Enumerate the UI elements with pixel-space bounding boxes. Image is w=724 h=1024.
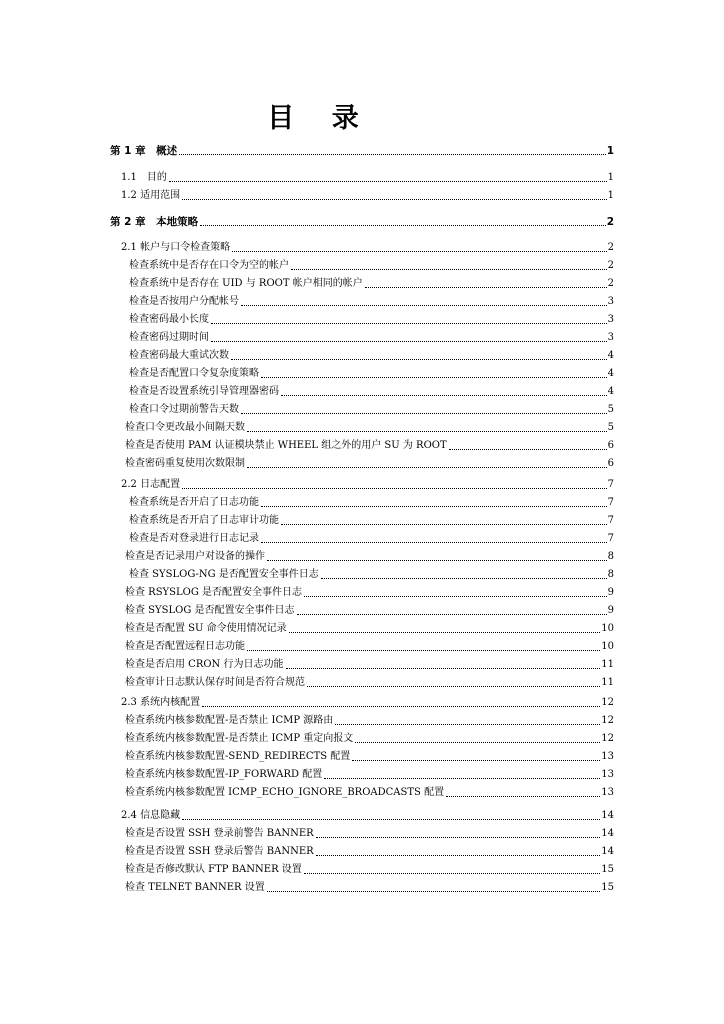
- toc-page-number: 13: [601, 751, 614, 762]
- toc-page-number: 14: [601, 810, 614, 821]
- toc-page-number: 12: [601, 733, 614, 744]
- toc-leader-dots: [281, 516, 607, 525]
- toc-leader-dots: [261, 369, 607, 378]
- toc-page-number: 12: [601, 697, 614, 708]
- toc-page-number: 3: [607, 296, 614, 307]
- toc-page-number: 1: [607, 172, 614, 183]
- toc-entry-text: 检查密码重复使用次数限制: [125, 458, 245, 469]
- toc-leader-dots: [211, 333, 607, 342]
- toc-leader-dots: [231, 351, 607, 360]
- toc-entry-text: 检查是否按用户分配帐号: [129, 296, 239, 307]
- toc-entry-text: 1.2 适用范围: [121, 190, 181, 201]
- toc-item-entry[interactable]: [125, 619, 614, 635]
- toc-item-entry[interactable]: [129, 328, 614, 344]
- toc-leader-dots: [365, 279, 607, 288]
- toc-page-number: 13: [601, 769, 614, 780]
- toc-entry-text: 检查系统是否开启了日志审计功能: [129, 515, 279, 526]
- toc-leader-dots: [297, 606, 607, 615]
- toc-leader-dots: [241, 297, 607, 306]
- toc-item-entry[interactable]: [125, 436, 614, 452]
- toc-entry-text: 检查是否记录用户对设备的操作: [125, 551, 265, 562]
- toc-leader-dots: [247, 642, 600, 651]
- toc-item-entry[interactable]: [125, 547, 614, 563]
- toc-entry-text: 检查 SYSLOG 是否配置安全事件日志: [125, 605, 295, 616]
- toc-page-number: 2: [607, 242, 614, 253]
- toc-leader-dots: [321, 570, 607, 579]
- toc-page-number: 12: [601, 715, 614, 726]
- toc-item-entry[interactable]: [125, 783, 614, 799]
- toc-entry-text: 检查审计日志默认保存时间是否符合规范: [125, 677, 305, 688]
- toc-leader-dots: [200, 217, 606, 226]
- toc-entry-text: 检查系统中是否存在口令为空的帐户: [129, 260, 289, 271]
- toc-page-number: 2: [606, 216, 614, 228]
- toc-entry-text: 2.4 信息隐藏: [121, 810, 181, 821]
- toc-item-entry[interactable]: [125, 860, 614, 876]
- toc-leader-dots: [304, 865, 600, 874]
- toc-item-entry[interactable]: [125, 729, 614, 745]
- toc-page-number: 9: [607, 605, 614, 616]
- toc-section-entry[interactable]: [121, 238, 614, 254]
- toc-entry-text: 检查系统内核参数配置-IP_FORWARD 配置: [125, 769, 323, 780]
- toc-section-entry[interactable]: [121, 806, 614, 822]
- toc-entry-text: 检查密码最小长度: [129, 314, 209, 325]
- toc-page-number: 7: [607, 515, 614, 526]
- toc-entry-text: 检查是否配置口令复杂度策略: [129, 368, 259, 379]
- toc-leader-dots: [267, 552, 607, 561]
- toc-page-number: 3: [607, 332, 614, 343]
- toc-page-number: 4: [607, 368, 614, 379]
- toc-item-entry[interactable]: [129, 256, 614, 272]
- toc-item-entry[interactable]: [125, 878, 614, 894]
- toc-page-number: 6: [607, 458, 614, 469]
- toc-leader-dots: [449, 441, 607, 450]
- toc-leader-dots: [316, 847, 601, 856]
- toc-leader-dots: [241, 405, 607, 414]
- toc-leader-dots: [307, 678, 600, 687]
- toc-item-entry[interactable]: [125, 454, 614, 470]
- toc-entry-text: 检查密码最大重试次数: [129, 350, 229, 361]
- toc-leader-dots: [247, 423, 607, 432]
- toc-item-entry[interactable]: [125, 418, 614, 434]
- toc-entry-text: 第 2 章 本地策略: [110, 216, 199, 228]
- toc-item-entry[interactable]: [125, 824, 614, 840]
- toc-leader-dots: [202, 698, 600, 707]
- toc-entry-text: 检查系统内核参数配置-是否禁止 ICMP 重定向报文: [125, 733, 354, 744]
- toc-chapter-entry[interactable]: [110, 212, 614, 228]
- toc-item-entry[interactable]: [125, 747, 614, 763]
- toc-page-number: 7: [607, 497, 614, 508]
- toc-leader-dots: [179, 146, 606, 155]
- toc-section-entry[interactable]: [121, 475, 614, 491]
- toc-leader-dots: [286, 660, 601, 669]
- toc-entry-text: 1.1 目的: [121, 172, 167, 183]
- toc-item-entry[interactable]: [125, 765, 614, 781]
- toc-page-number: 2: [607, 260, 614, 271]
- toc-leader-dots: [267, 883, 601, 892]
- toc-item-entry[interactable]: [125, 842, 614, 858]
- toc-item-entry[interactable]: [125, 601, 614, 617]
- toc-leader-dots: [316, 829, 601, 838]
- toc-entry-text: 检查 TELNET BANNER 设置: [125, 882, 265, 893]
- toc-item-entry[interactable]: [125, 711, 614, 727]
- toc-entry-text: 2.3 系统内核配置: [121, 697, 201, 708]
- toc-item-entry[interactable]: [129, 364, 614, 380]
- toc-leader-dots: [291, 261, 607, 270]
- toc-entry-text: 检查是否对登录进行日志记录: [129, 533, 259, 544]
- toc-page-number: 4: [607, 386, 614, 397]
- toc-item-entry[interactable]: [129, 292, 614, 308]
- toc-page-number: 11: [601, 677, 614, 688]
- toc-entry-text: 检查 RSYSLOG 是否配置安全事件日志: [125, 587, 303, 598]
- toc-section-entry[interactable]: [121, 693, 614, 709]
- toc-page-number: 8: [607, 569, 614, 580]
- toc-item-entry[interactable]: [129, 400, 614, 416]
- toc-page-number: 8: [607, 551, 614, 562]
- toc-entry-text: 检查 SYSLOG-NG 是否配置安全事件日志: [129, 569, 319, 580]
- toc-entry-text: 检查口令更改最小间隔天数: [125, 422, 245, 433]
- toc-item-entry[interactable]: [129, 382, 614, 398]
- toc-page-number: 6: [607, 440, 614, 451]
- toc-entry-text: 检查是否修改默认 FTP BANNER 设置: [125, 864, 302, 875]
- toc-leader-dots: [169, 173, 607, 182]
- toc-page-number: 14: [601, 846, 614, 857]
- toc-entry-text: 检查是否设置 SSH 登录前警告 BANNER: [125, 828, 314, 839]
- toc-page-number: 10: [601, 623, 614, 634]
- toc-leader-dots: [289, 624, 601, 633]
- toc-page-number: 5: [607, 422, 614, 433]
- toc-item-entry[interactable]: [125, 637, 614, 653]
- toc-page-number: 4: [607, 350, 614, 361]
- toc-leader-dots: [352, 752, 600, 761]
- toc-entry-text: 检查是否设置系统引导管理器密码: [129, 386, 279, 397]
- toc-leader-dots: [281, 387, 607, 396]
- toc-leader-dots: [446, 788, 600, 797]
- toc-leader-dots: [232, 243, 607, 252]
- toc-page-number: 7: [607, 479, 614, 490]
- toc-leader-dots: [182, 191, 607, 200]
- toc-item-entry[interactable]: [129, 274, 614, 290]
- toc-entry-text: 检查密码过期时间: [129, 332, 209, 343]
- toc-entry-text: 检查系统内核参数配置 ICMP_ECHO_IGNORE_BROADCASTS 配置: [125, 787, 445, 798]
- toc-leader-dots: [335, 716, 600, 725]
- toc-page-number: 13: [601, 787, 614, 798]
- toc-entry-text: 2.2 日志配置: [121, 479, 181, 490]
- toc-entry-text: 检查是否启用 CRON 行为日志功能: [125, 659, 284, 670]
- toc-item-entry[interactable]: [129, 511, 614, 527]
- toc-item-entry[interactable]: [129, 565, 614, 581]
- toc-leader-dots: [182, 480, 607, 489]
- toc-entry-text: 第 1 章 概述: [110, 145, 178, 157]
- toc-leader-dots: [304, 588, 607, 597]
- toc-leader-dots: [324, 770, 600, 779]
- toc-chapter-entry[interactable]: [110, 141, 614, 157]
- toc-page-number: 1: [607, 190, 614, 201]
- toc-section-entry[interactable]: [121, 168, 614, 184]
- toc-page-number: 15: [601, 882, 614, 893]
- toc-leader-dots: [261, 534, 607, 543]
- toc-item-entry[interactable]: [125, 673, 614, 689]
- toc-leader-dots: [182, 811, 600, 820]
- toc-page-number: 15: [601, 864, 614, 875]
- toc-item-entry[interactable]: [129, 346, 614, 362]
- toc-title: 目 录: [267, 103, 373, 134]
- toc-entry-text: 检查系统内核参数配置-是否禁止 ICMP 源路由: [125, 715, 334, 726]
- toc-entry-text: 检查系统中是否存在 UID 与 ROOT 帐户相同的帐户: [129, 278, 363, 289]
- toc-item-entry[interactable]: [129, 529, 614, 545]
- toc-item-entry[interactable]: [129, 493, 614, 509]
- toc-page-number: 7: [607, 533, 614, 544]
- toc-item-entry[interactable]: [125, 583, 614, 599]
- toc-item-entry[interactable]: [129, 310, 614, 326]
- toc-entry-text: 检查是否使用 PAM 认证模块禁止 WHEEL 组之外的用户 SU 为 ROOT: [125, 440, 447, 451]
- toc-page-number: 9: [607, 587, 614, 598]
- toc-page-number: 11: [601, 659, 614, 670]
- toc-entry-text: 检查是否配置远程日志功能: [125, 641, 245, 652]
- toc-entry-text: 检查口令过期前警告天数: [129, 404, 239, 415]
- toc-entry-text: 2.1 帐户与口令检查策略: [121, 242, 231, 253]
- toc-section-entry[interactable]: [121, 186, 614, 202]
- toc-page-number: 10: [601, 641, 614, 652]
- toc-entry-text: 检查是否配置 SU 命令使用情况记录: [125, 623, 287, 634]
- toc-leader-dots: [211, 315, 607, 324]
- toc-leader-dots: [247, 459, 607, 468]
- toc-entry-text: 检查系统是否开启了日志功能: [129, 497, 259, 508]
- toc-page-number: 5: [607, 404, 614, 415]
- toc-leader-dots: [355, 734, 600, 743]
- toc-page-number: 14: [601, 828, 614, 839]
- toc-entry-text: 检查系统内核参数配置-SEND_REDIRECTS 配置: [125, 751, 351, 762]
- toc-page-number: 2: [607, 278, 614, 289]
- toc-page-number: 1: [606, 145, 614, 157]
- toc-page-number: 3: [607, 314, 614, 325]
- toc-leader-dots: [261, 498, 607, 507]
- toc-entry-text: 检查是否设置 SSH 登录后警告 BANNER: [125, 846, 314, 857]
- toc-item-entry[interactable]: [125, 655, 614, 671]
